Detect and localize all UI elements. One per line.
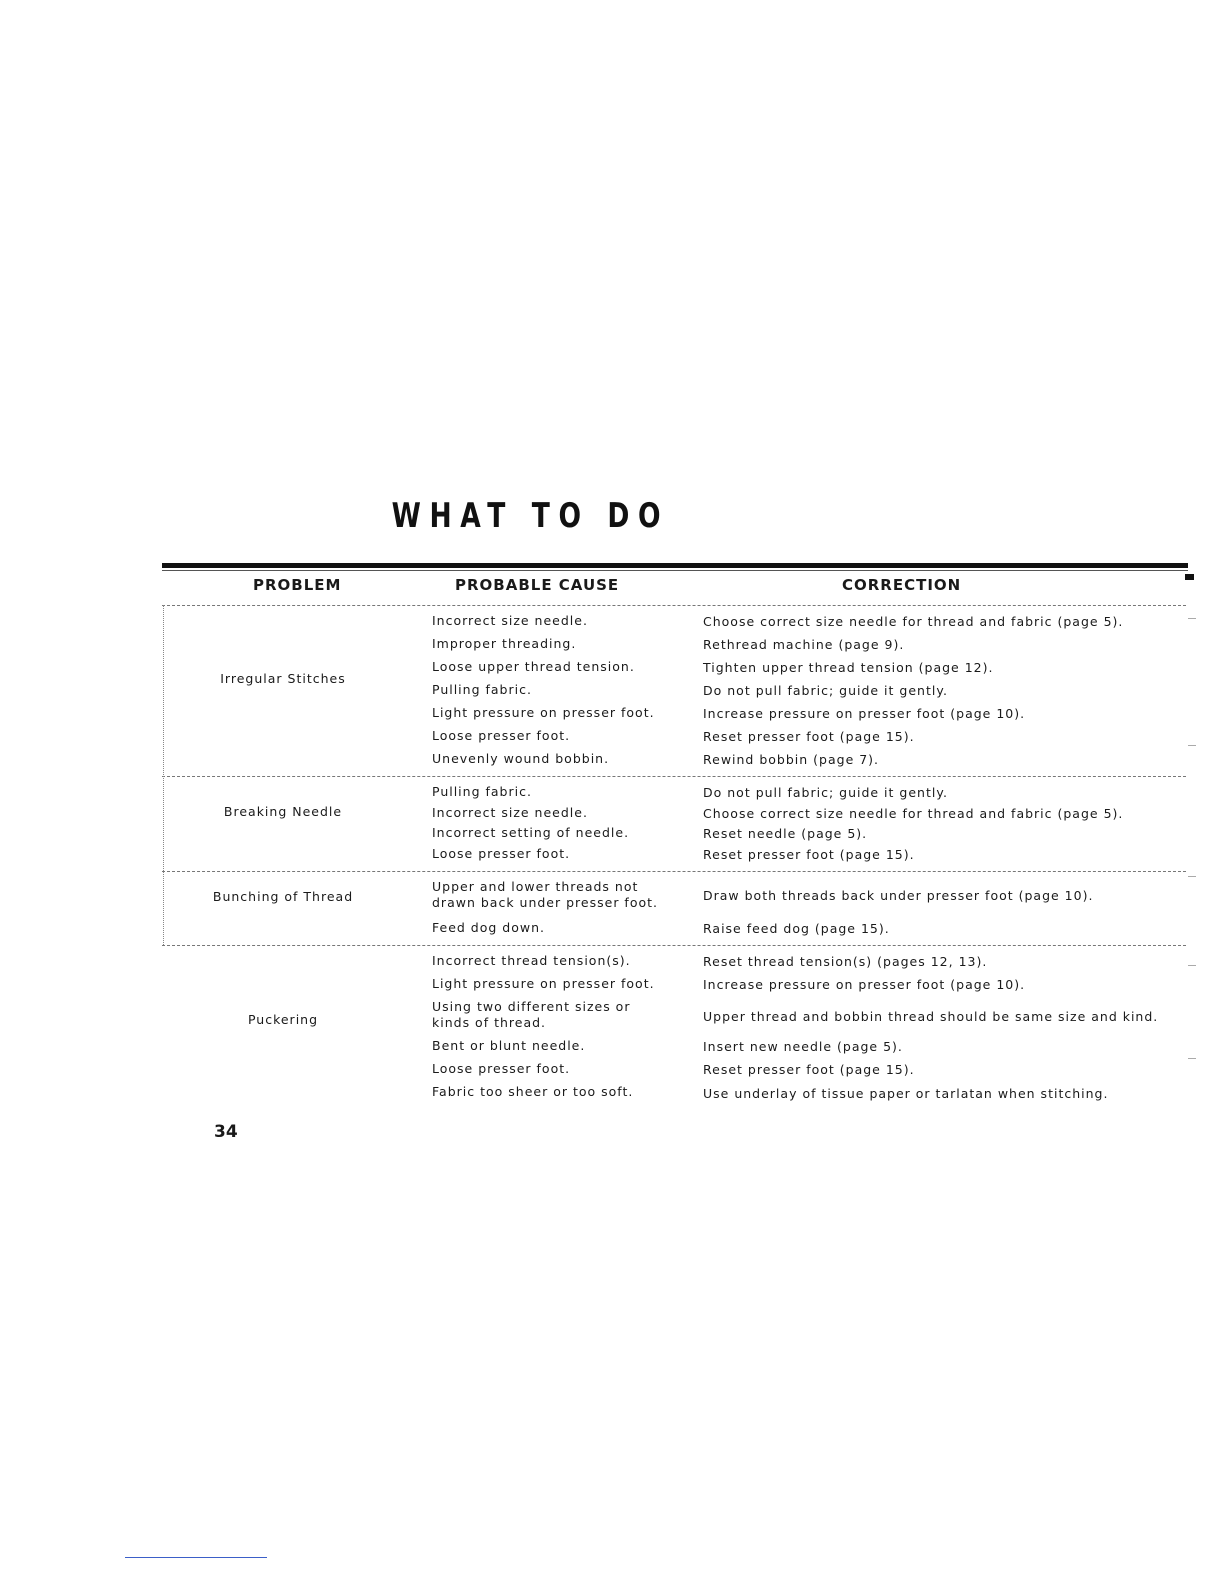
header-rule-thick xyxy=(162,563,1188,568)
correction-cell: Reset thread tension(s) (pages 12, 13). xyxy=(703,954,988,969)
margin-marker xyxy=(1185,574,1194,580)
left-border xyxy=(163,605,164,945)
cause-cell: Incorrect thread tension(s). xyxy=(432,953,631,968)
correction-cell: Rethread machine (page 9). xyxy=(703,637,905,652)
cause-cell: Light pressure on presser foot. xyxy=(432,705,655,720)
footer-line xyxy=(125,1557,267,1558)
correction-cell: Do not pull fabric; guide it gently. xyxy=(703,785,948,800)
row-divider xyxy=(162,945,1186,946)
correction-cell: Choose correct size needle for thread and fabric (page 5). xyxy=(703,614,1124,629)
correction-cell: Increase pressure on presser foot (page 10). xyxy=(703,706,1026,721)
page-number: 34 xyxy=(214,1122,238,1142)
margin-tick xyxy=(1188,876,1196,877)
problem-bunching-of-thread: Bunching of Thread xyxy=(212,889,354,904)
correction-cell: Draw both threads back under presser foot (page 10). xyxy=(703,888,1094,903)
row-divider xyxy=(162,605,1186,606)
cause-cell: Incorrect setting of needle. xyxy=(432,825,630,840)
margin-tick xyxy=(1188,1058,1196,1059)
column-header-correction: CORRECTION xyxy=(842,576,962,594)
cause-cell: Loose upper thread tension. xyxy=(432,659,635,674)
correction-cell: Reset presser foot (page 15). xyxy=(703,1062,915,1077)
cause-cell: Upper and lower threads not drawn back under presser foot. xyxy=(432,879,659,910)
margin-tick xyxy=(1188,965,1196,966)
column-header-cause: PROBABLE CAUSE xyxy=(455,576,620,594)
cause-cell: Loose presser foot. xyxy=(432,1061,571,1076)
correction-cell: Reset presser foot (page 15). xyxy=(703,847,915,862)
margin-tick xyxy=(1188,745,1196,746)
correction-cell: Do not pull fabric; guide it gently. xyxy=(703,683,948,698)
problem-puckering: Puckering xyxy=(247,1012,319,1027)
cause-cell: Using two different sizes or kinds of thread. xyxy=(432,999,631,1030)
problem-irregular-stitches: Irregular Stitches xyxy=(220,671,346,686)
correction-cell: Choose correct size needle for thread and fabric (page 5). xyxy=(703,806,1124,821)
cause-cell: Fabric too sheer or too soft. xyxy=(432,1084,634,1099)
problem-breaking-needle: Breaking Needle xyxy=(223,804,343,819)
correction-cell: Reset needle (page 5). xyxy=(703,826,868,841)
correction-cell: Rewind bobbin (page 7). xyxy=(703,752,880,767)
row-divider xyxy=(162,776,1186,777)
correction-cell: Use underlay of tissue paper or tarlatan when stitching. xyxy=(703,1086,1109,1101)
column-header-problem: PROBLEM xyxy=(253,576,342,594)
margin-tick xyxy=(1188,618,1196,619)
correction-cell: Upper thread and bobbin thread should be same size and kind. xyxy=(703,1009,1159,1024)
correction-cell: Reset presser foot (page 15). xyxy=(703,729,915,744)
cause-cell: Feed dog down. xyxy=(432,920,545,935)
cause-cell: Pulling fabric. xyxy=(432,784,532,799)
correction-cell: Increase pressure on presser foot (page 10). xyxy=(703,977,1026,992)
cause-cell: Incorrect size needle. xyxy=(432,805,588,820)
row-divider xyxy=(162,871,1186,872)
cause-cell: Bent or blunt needle. xyxy=(432,1038,586,1053)
cause-cell: Loose presser foot. xyxy=(432,728,571,743)
correction-cell: Tighten upper thread tension (page 12). xyxy=(703,660,994,675)
correction-cell: Insert new needle (page 5). xyxy=(703,1039,903,1054)
cause-cell: Loose presser foot. xyxy=(432,846,571,861)
header-rule-thin xyxy=(162,570,1188,571)
cause-cell: Light pressure on presser foot. xyxy=(432,976,655,991)
cause-cell: Incorrect size needle. xyxy=(432,613,588,628)
page-title: WHAT TO DO xyxy=(391,496,670,536)
cause-cell: Pulling fabric. xyxy=(432,682,532,697)
cause-cell: Improper threading. xyxy=(432,636,577,651)
cause-cell: Unevenly wound bobbin. xyxy=(432,751,610,766)
correction-cell: Raise feed dog (page 15). xyxy=(703,921,890,936)
